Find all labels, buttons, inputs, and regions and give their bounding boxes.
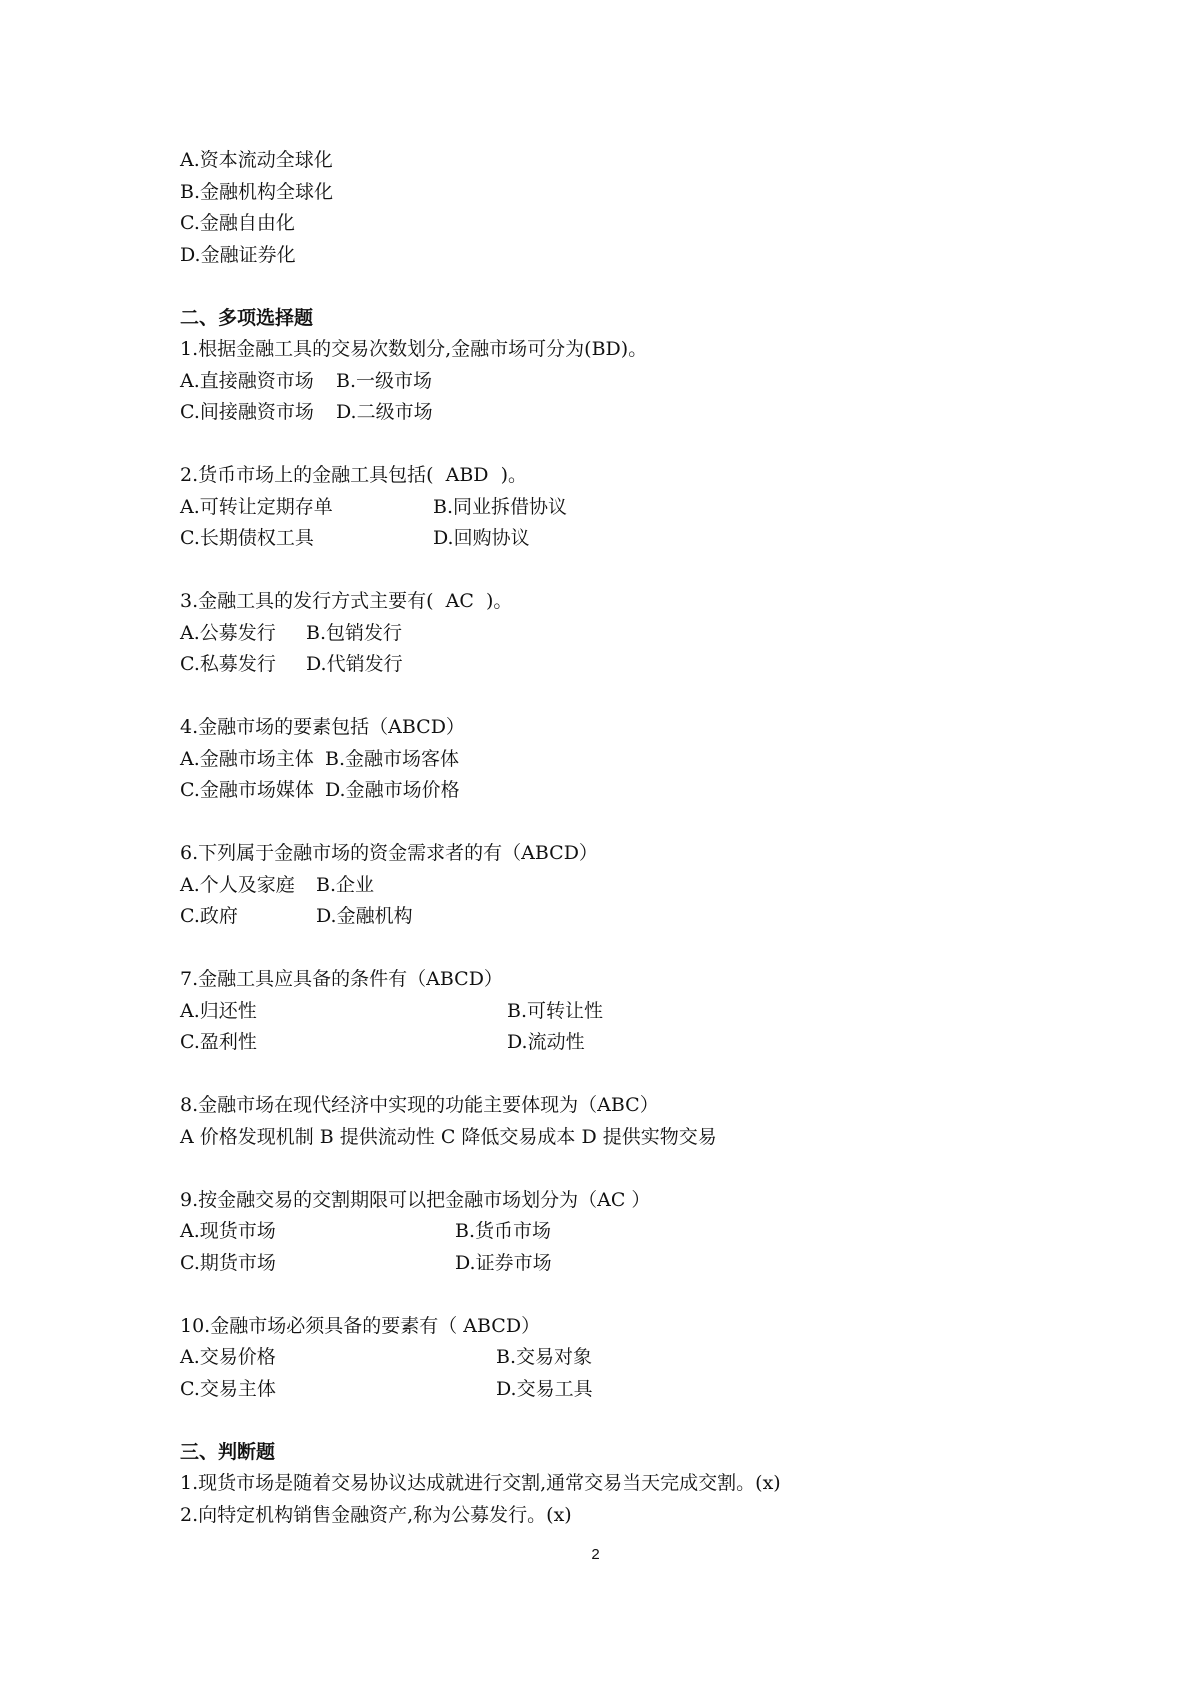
option-b: B.交易对象 — [496, 1346, 593, 1368]
option-line: B.金融机构全球化 — [180, 180, 334, 203]
option-row — [180, 492, 1060, 524]
option-a: A.交易价格 — [180, 1346, 276, 1368]
option-d: D.回购协议 — [433, 527, 530, 549]
option-row — [180, 649, 1060, 681]
option-d: D.证券市场 — [455, 1251, 552, 1274]
option-b: B.可转让性 — [507, 999, 604, 1022]
option-c: C.间接融资市场 — [180, 401, 314, 423]
option-line: D.金融证券化 — [180, 243, 296, 266]
option-row — [180, 901, 1060, 933]
option-b: B.货币市场 — [455, 1220, 552, 1242]
section-heading-multiple-choice: 二、多项选择题 — [180, 306, 314, 329]
option-a: A.公募发行 — [180, 621, 276, 644]
page-number: 2 — [591, 1546, 600, 1563]
option-row — [180, 1027, 1060, 1059]
option-a: A.金融市场主体 — [180, 747, 314, 770]
option-d: D.金融市场价格 — [325, 779, 460, 801]
option-d: D.代销发行 — [306, 653, 403, 675]
option-c: C.期货市场 — [180, 1251, 276, 1274]
option-d: D.交易工具 — [496, 1377, 593, 1400]
option-row — [180, 523, 1060, 555]
question-stem: 10.金融市场必须具备的要素有（ ABCD） — [180, 1314, 541, 1337]
judgment-item: 2.向特定机构销售金融资产,称为公募发行。(x) — [180, 1503, 572, 1526]
option-b: B.一级市场 — [336, 369, 433, 392]
option-b: B.金融市场客体 — [325, 747, 460, 770]
option-a: A.归还性 — [180, 999, 257, 1022]
option-c: C.长期债权工具 — [180, 527, 314, 549]
option-d: D.金融机构 — [316, 905, 413, 927]
option-c: C.盈利性 — [180, 1031, 257, 1053]
option-c: C.交易主体 — [180, 1377, 276, 1400]
option-row — [180, 996, 1060, 1028]
question-stem: 4.金融市场的要素包括（ABCD） — [180, 716, 465, 738]
option-row — [180, 1342, 1060, 1374]
option-d: D.二级市场 — [336, 401, 433, 423]
option-line: A 价格发现机制 B 提供流动性 C 降低交易成本 D 提供实物交易 — [180, 1125, 717, 1148]
option-b: B.包销发行 — [306, 621, 403, 644]
question-stem: 6.下列属于金融市场的资金需求者的有（ABCD） — [180, 842, 598, 864]
option-b: B.同业拆借协议 — [433, 495, 568, 518]
option-row — [180, 397, 1060, 429]
option-a: A.直接融资市场 — [180, 369, 314, 392]
option-b: B.企业 — [316, 873, 375, 896]
option-row — [180, 618, 1060, 650]
section-heading-true-false: 三、判断题 — [180, 1440, 276, 1463]
option-row — [180, 1216, 1060, 1248]
question-stem: 8.金融市场在现代经济中实现的功能主要体现为（ABC） — [180, 1094, 659, 1116]
option-a: A.可转让定期存单 — [180, 495, 333, 518]
option-a: A.现货市场 — [180, 1220, 276, 1242]
question-stem: 9.按金融交易的交割期限可以把金融市场划分为（AC ） — [180, 1188, 651, 1211]
option-c: C.政府 — [180, 905, 238, 927]
option-d: D.流动性 — [507, 1031, 585, 1053]
document-body — [180, 145, 1060, 1531]
option-row — [180, 870, 1060, 902]
option-row — [180, 775, 1060, 807]
option-a: A.个人及家庭 — [180, 873, 295, 896]
option-row — [180, 366, 1060, 398]
option-c: C.私募发行 — [180, 653, 276, 675]
question-stem: 2.货币市场上的金融工具包括( ABD )。 — [180, 464, 528, 486]
judgment-item: 1.现货市场是随着交易协议达成就进行交割,通常交易当天完成交割。(x) — [180, 1472, 781, 1494]
option-line: A.资本流动全球化 — [180, 149, 333, 171]
option-row — [180, 1248, 1060, 1280]
option-row — [180, 1374, 1060, 1406]
question-stem: 7.金融工具应具备的条件有（ABCD） — [180, 968, 503, 990]
option-row — [180, 744, 1060, 776]
question-stem: 1.根据金融工具的交易次数划分,金融市场可分为(BD)。 — [180, 338, 648, 360]
question-stem: 3.金融工具的发行方式主要有( AC )。 — [180, 590, 513, 612]
option-line: C.金融自由化 — [180, 212, 295, 234]
option-c: C.金融市场媒体 — [180, 779, 314, 801]
